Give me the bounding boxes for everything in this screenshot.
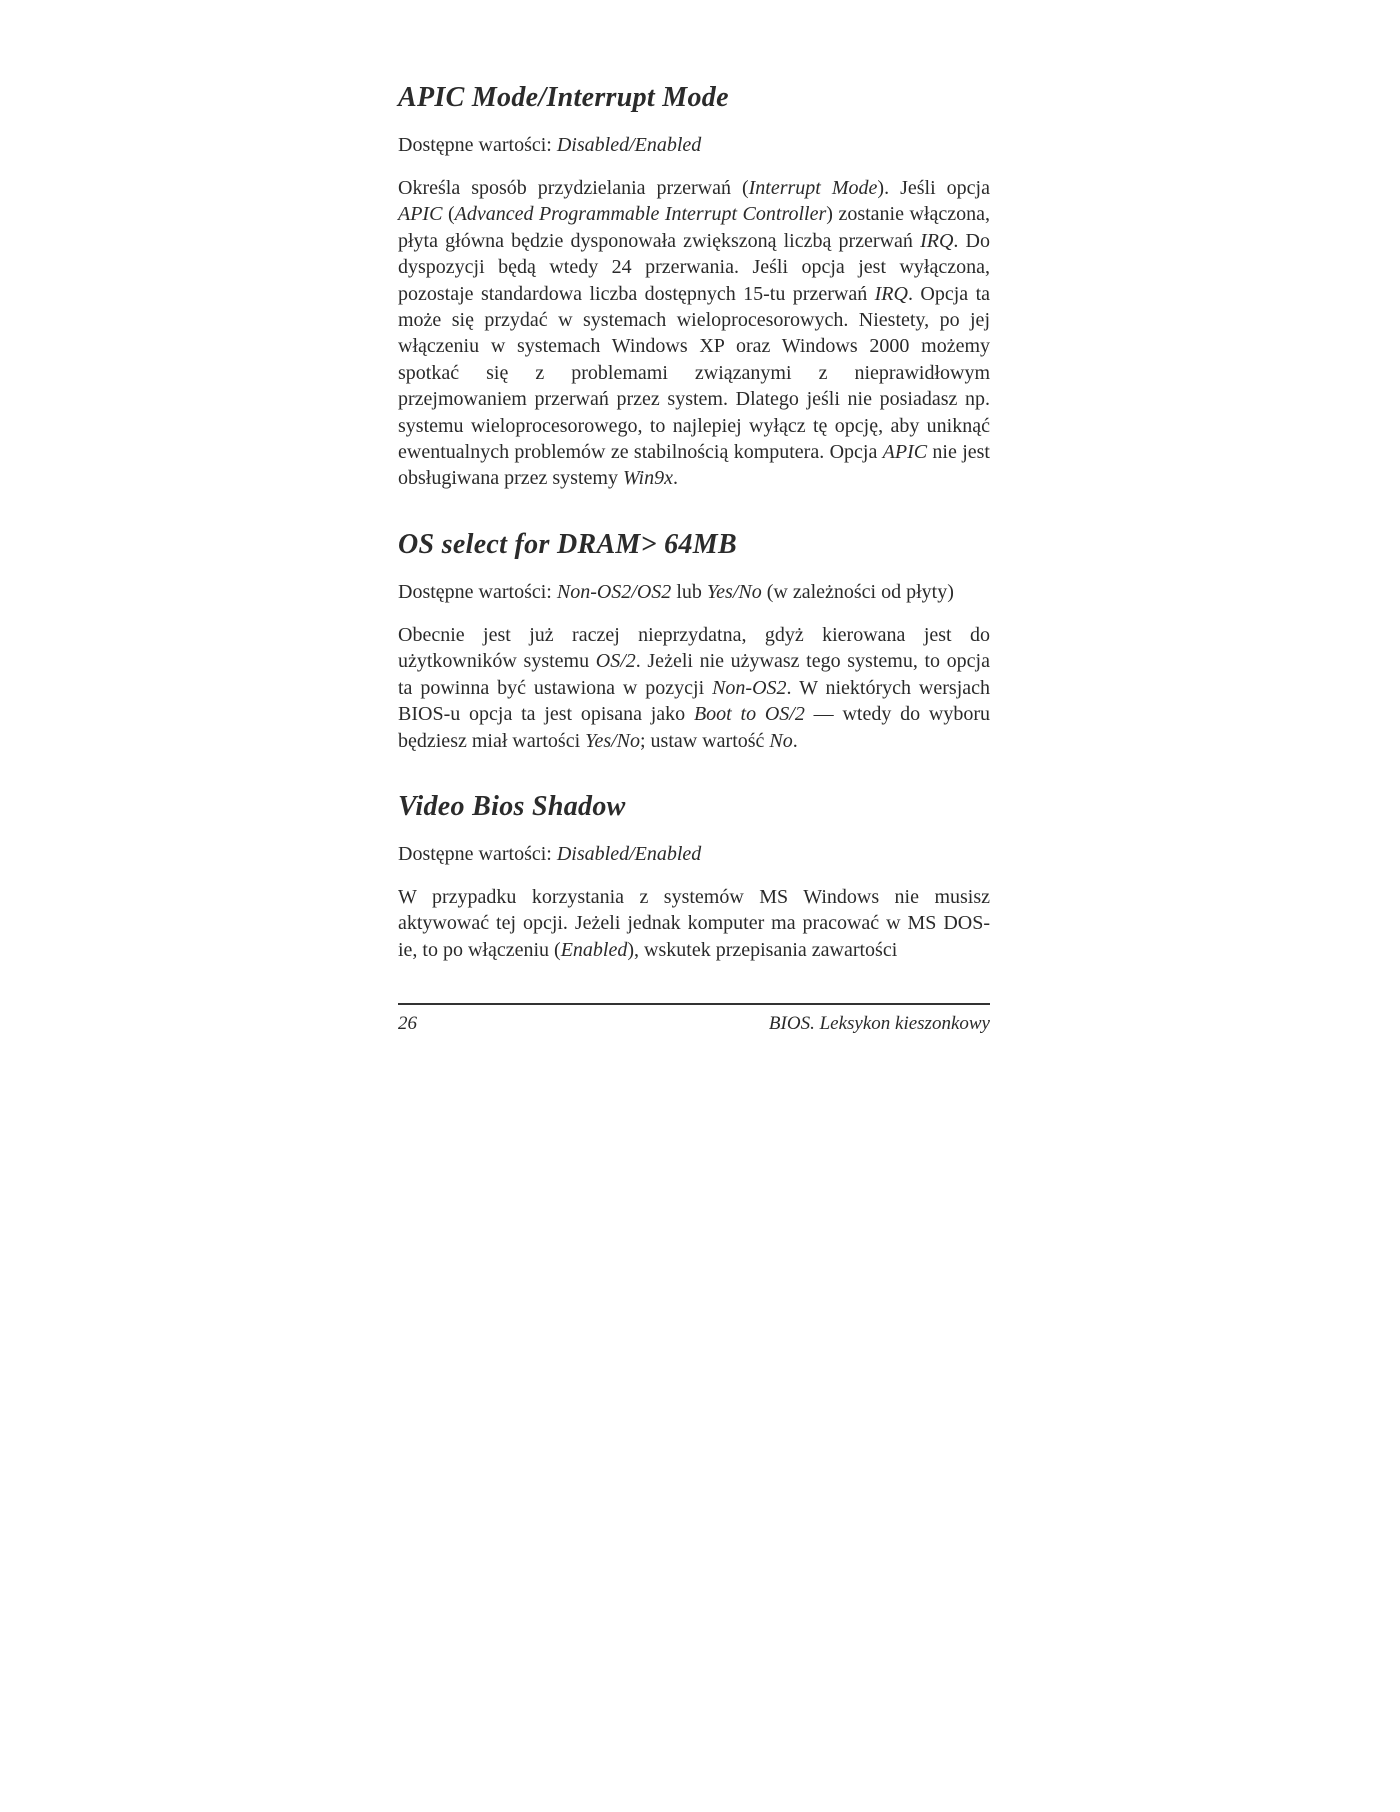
italic-term: Yes/No <box>585 729 640 752</box>
italic-term: IRQ <box>874 282 908 305</box>
text-run: . Do dyspozycji będą wtedy 24 przerwania. Jeśli opcja jest wyłączona, pozostaje standardowa liczba dostępnych 15-tu przerwań <box>398 229 990 305</box>
book-title: BIOS. Leksykon kieszonkowy <box>768 1013 990 1034</box>
text-run: . <box>792 729 798 752</box>
section-video-bios-shadow <box>398 789 990 963</box>
page-number: 26 <box>398 1013 417 1034</box>
italic-term: APIC <box>398 203 443 226</box>
italic-term: Enabled <box>560 938 628 961</box>
italic-term: Interrupt Mode <box>748 177 878 199</box>
text-run: nie jest obsługiwana przez systemy <box>398 441 990 490</box>
values-prefix: Dostępne wartości: <box>398 842 557 865</box>
italic-term: Boot to OS/2 <box>693 703 805 726</box>
italic-term: Yes/No <box>706 580 762 603</box>
text-run: ( <box>442 203 455 226</box>
italic-term: Win9x <box>622 467 673 490</box>
text-run: . Opcja ta może się przydać w systemach wieloprocesorowych. Niestety, po jej włączeniu w systemach Windows XP oraz Windows 2000 możemy spotkać się z problemami związanymi z nieprawidłowym przejmowaniem przerwań przez system. Dlatego jeśli nie posiadasz np. systemu wieloprocesorowego, to najlepiej wyłącz tę opcję, aby uniknąć ewentualnych problemów ze stabilnością komputera. Opcja <box>398 282 990 464</box>
text-run: W przypadku korzystania z systemów MS Windows nie musisz aktywować tej opcji. Jeżeli jednak komputer ma pracować w MS DOS-ie, to po włączeniu ( <box>398 885 990 961</box>
text-run: ). Jeśli opcja <box>877 177 990 199</box>
section-heading: APIC Mode/Interrupt Mode <box>398 82 729 113</box>
italic-term: Non-OS2 <box>712 676 787 699</box>
text-run: lub <box>671 580 707 603</box>
section-paragraph <box>398 884 990 963</box>
italic-term: Advanced Programmable Interrupt Controller <box>454 203 827 226</box>
italic-term: OS/2 <box>595 650 636 673</box>
section-paragraph <box>398 175 990 492</box>
text-run: . <box>672 467 678 490</box>
italic-term: No <box>769 729 793 752</box>
italic-term: Non-OS2/OS2 <box>556 580 672 603</box>
section-paragraph <box>398 622 990 754</box>
text-run: — wtedy do wyboru będziesz miał wartości <box>398 703 990 752</box>
text-run: ; ustaw wartość <box>640 729 770 752</box>
values-list: Disabled/Enabled <box>556 134 702 156</box>
italic-term: IRQ <box>920 229 954 252</box>
text-run: . W niektórych wersjach BIOS-u opcja ta jest opisana jako <box>398 676 991 726</box>
values-prefix: Dostępne wartości: <box>398 134 557 156</box>
text-run: Obecnie jest już raczej nieprzydatna, gdyż kierowana jest do użytkowników systemu <box>398 623 990 673</box>
available-values <box>398 579 990 606</box>
section-heading: OS select for DRAM> 64MB <box>398 528 737 560</box>
text-run: ) zostanie włączona, płyta główna będzie dysponowała zwiększoną liczbą przerwań <box>398 203 990 252</box>
text-run: Określa sposób przydzielania przerwań ( <box>398 177 749 199</box>
text-run: Dostępne wartości: <box>398 580 557 603</box>
section-apic-mode <box>398 80 990 492</box>
text-run: ), wskutek przepisania zawartości <box>627 938 898 961</box>
section-os-select <box>398 527 990 754</box>
page-content <box>398 80 990 963</box>
section-heading: Video Bios Shadow <box>398 790 626 822</box>
page-footer <box>398 1003 990 1035</box>
values-list: Disabled/Enabled <box>556 842 702 865</box>
text-run: . Jeżeli nie używasz tego systemu, to opcja ta powinna być ustawiona w pozycji <box>398 650 990 699</box>
italic-term: APIC <box>882 441 928 464</box>
text-run: (w zależności od płyty) <box>761 580 954 603</box>
available-values <box>398 132 990 159</box>
available-values <box>398 841 990 868</box>
